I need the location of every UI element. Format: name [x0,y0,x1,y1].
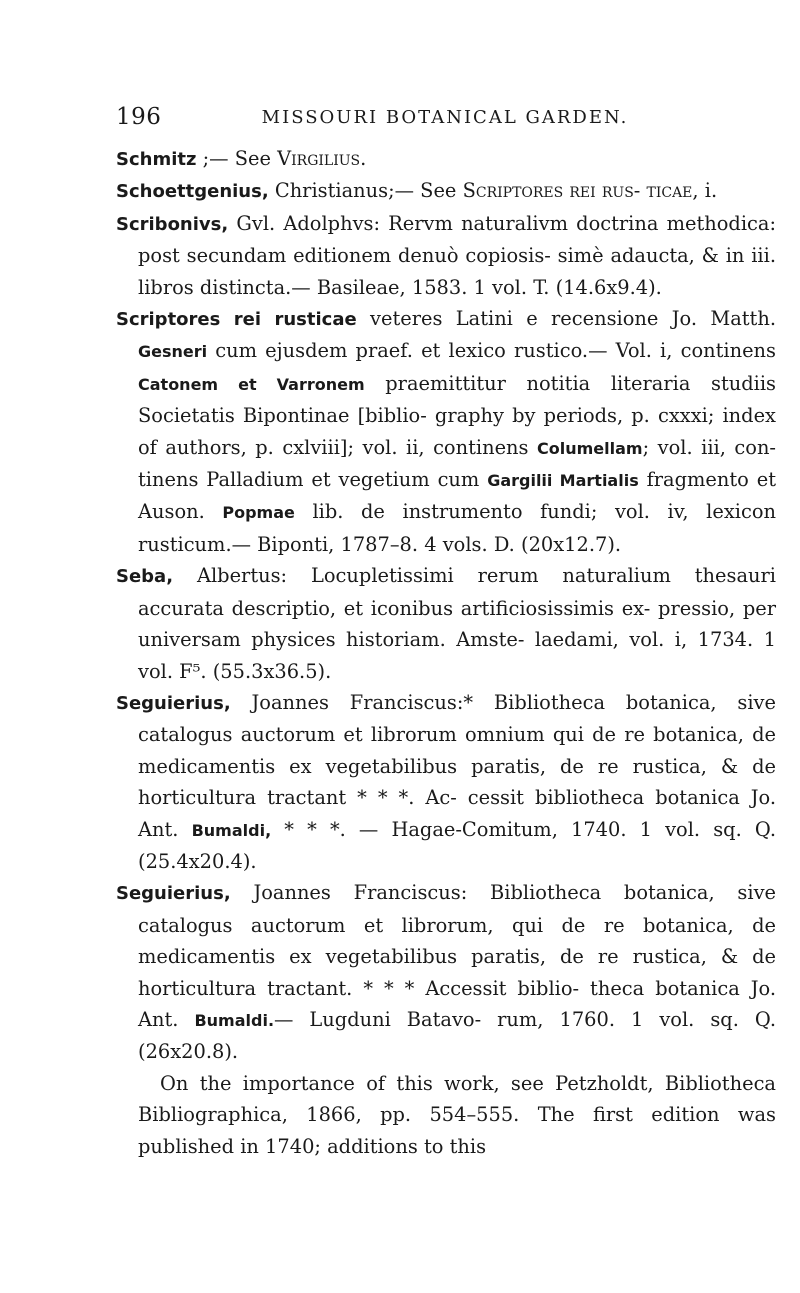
bibliography-body [116,143,776,1162]
entry-cross-reference: Virgilius [277,147,361,170]
entry-text: veteres Latini e recensione Jo. Matth. [356,307,776,331]
entry-headword: Seba, [116,566,174,588]
entry-text: Albertus: Locupletissimi rerum naturalium thesauri accurata descriptio, et iconibus artificiosissimis ex- pressio, per universam physices historiam. Amste- laedami, vol. i, 1734. 1 vol. F⁵. (55.3x36.5). [138,564,776,683]
page-number: 196 [116,104,162,130]
entry-headword: Scribonivs, [116,213,229,235]
entry-headword: Scriptores rei rusticae [116,309,357,331]
entry-text: cum ejusdem praef. et lexico rustico.— Vol. i, continens [207,339,776,363]
entry-bold-name: Bumaldi. [194,1010,275,1030]
entry-scribonivs [116,208,776,303]
entry-bold-name: Gesneri [138,342,208,362]
entry-headword: Seguierius, [116,883,231,905]
entry-text: Gvl. Adolphvs: Rervm naturalivm doctrina methodica: post secundam editionem denuò copiosis- simè adaucta, & in iii. libros distincta.— Basileae, 1583. 1 vol. T. (14.6x9.4). [138,211,776,299]
entry-text: fragmento et Auson. [138,468,776,524]
entry-text: , i. [692,179,718,203]
entry-text: Christianus;— See [268,179,463,203]
entry-seguierius-1760 [116,877,776,1067]
running-head: MISSOURI BOTANICAL GARDEN. [261,107,629,128]
entry-headword: Schmitz [116,149,197,170]
entry-text: Joannes Franciscus: Bibliotheca botanica, sive catalogus auctorum et librorum, qui de re botanica, de medicamentis ex vegetabilibus paratis, de re rustica, & de horticultura tractant. * * * Accessit biblio- theca botanica Jo. Ant. [138,881,776,1031]
entry-scriptores [116,303,776,560]
entry-headword: Schoettgenius, [116,181,269,203]
entry-text: praemittitur notitia literaria studiis Societatis Bipontinae [biblio- graphy by periods, p. cxxxi; index of authors, p. cxlviii]; vol. ii, continens [138,371,776,459]
entry-bold-name: Columellam [537,438,643,458]
entry-seba [116,560,776,687]
entry-bold-name: Popmae [222,503,295,523]
page-header [116,104,774,140]
entry-bold-name: Bumaldi, [191,820,272,840]
entry-text: lib. de instrumento fundi; vol. iv, lexicon rusticum.— Biponti, 1787–8. 4 vols. D. (20x12.7). [138,500,776,556]
entry-text: * * *. — Hagae-Comitum, 1740. 1 vol. sq. Q. (25.4x20.4). [138,817,776,873]
entry-text: ;— See [196,147,278,170]
entry-note [138,1068,776,1162]
entry-headword: Seguierius, [116,692,231,714]
entry-note-text: On the importance of this work, see Petzholdt, Bibliotheca Bibliographica, 1866, pp. 554–555. The first edition was published in 1740; additions to this [138,1071,776,1158]
entry-text: ; vol. iii, con- tinens Palladium et vegetium cum [138,435,776,492]
entry-schmitz [116,143,776,175]
entry-schoettgenius [116,175,776,207]
entry-text: Joannes Franciscus:* Bibliotheca botanica, sive catalogus auctorum et librorum omnium qui de re botanica, de medicamentis ex vegetabilibus paratis, de re rustica, & de horticultura tractant * * *. Ac- cessit bibliotheca botanica Jo. Ant. [138,690,776,841]
entry-seguierius-1740 [116,687,776,877]
entry-bold-name: Gargilii Martialis [487,471,639,491]
entry-text: . [360,147,367,170]
entry-text: — Lugduni Batavo- rum, 1760. 1 vol. sq. Q. (26x20.8). [138,1007,776,1064]
entry-cross-reference: Scriptores rei rus- ticae [462,179,693,203]
entry-bold-name: Catonem et Varronem [138,374,365,394]
